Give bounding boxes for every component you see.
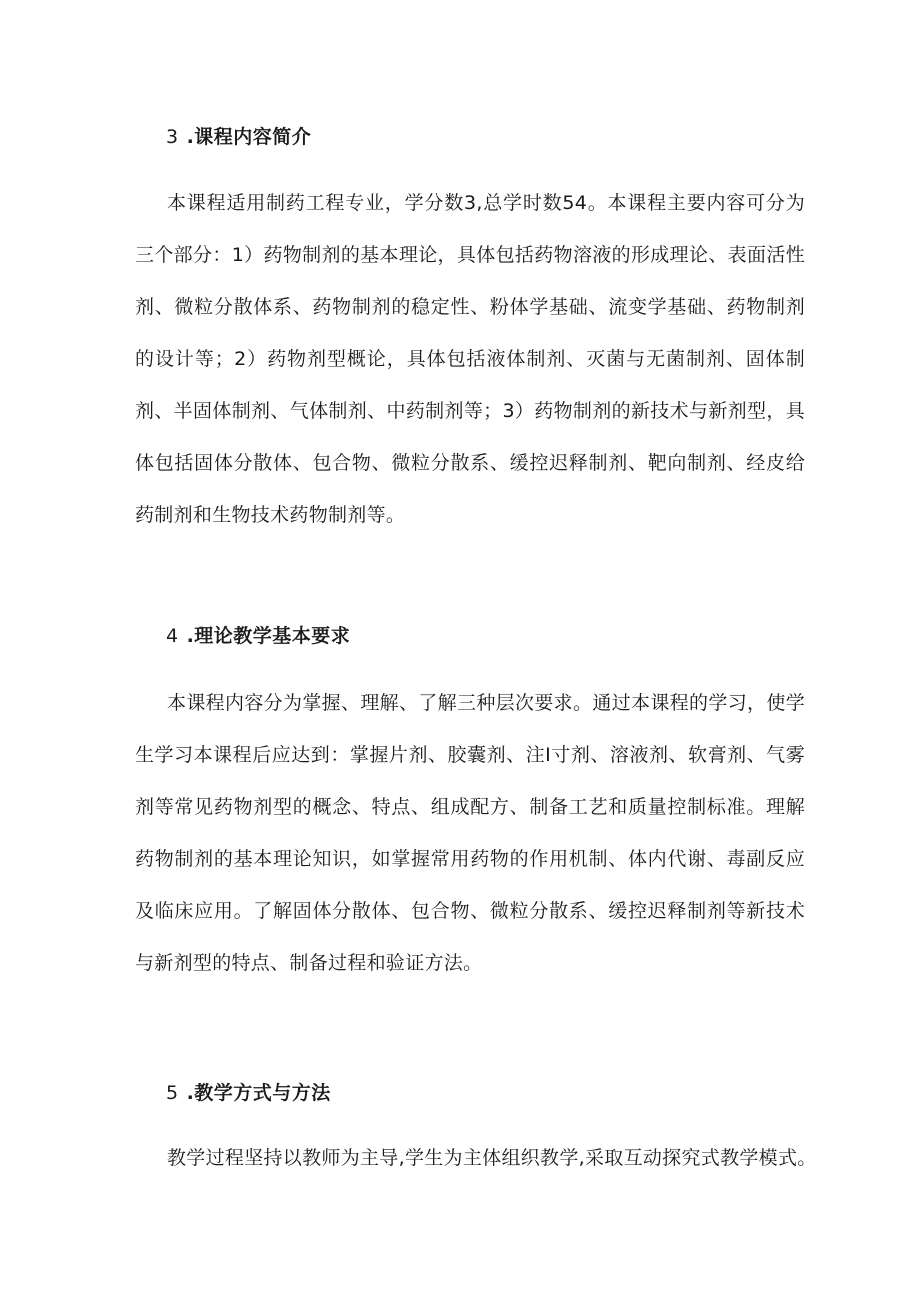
section-3-heading bbox=[166, 124, 311, 150]
section-5-number: 5 bbox=[166, 1082, 179, 1104]
section-3-number: 3 bbox=[166, 126, 179, 148]
section-5-title: .教学方式与方法 bbox=[186, 1082, 331, 1104]
section-3-title: .课程内容简介 bbox=[186, 126, 312, 148]
section-4-title: .理论教学基本要求 bbox=[186, 625, 351, 647]
section-3-body: 本课程适用制药工程专业，学分数3,总学时数54。本课程主要内容可分为三个部分：1）药物制剂的基本理论，具体包括药物溶液的形成理论、表面活性剂、微粒分散体系、药物制剂的稳定性、粉体学基础、流变学基础、药物制剂的设计等；2）药物剂型概论，具体包括液体制剂、灭菌与无菌制剂、固体制剂、半固体制剂、气体制剂、中药制剂等；3）药物制剂的新技术与新剂型，具体包括固体分散体、包合物、微粒分散系、缓控迟释制剂、靶向制剂、经皮给药制剂和生物技术药物制剂等。 bbox=[135, 192, 805, 526]
section-4-heading bbox=[166, 623, 350, 649]
section-4-body: 本课程内容分为掌握、理解、了解三种层次要求。通过本课程的学习，使学生学习本课程后应达到：掌握片剂、胶囊剂、注I寸剂、溶液剂、软膏剂、气雾剂等常见药物剂型的概念、特点、组成配方、制备工艺和质量控制标准。理解药物制剂的基本理论知识，如掌握常用药物的作用机制、体内代谢、毒副反应及临床应用。了解固体分散体、包合物、微粒分散系、缓控迟释制剂等新技术与新剂型的特点、制备过程和验证方法。 bbox=[135, 692, 805, 974]
section-4-number: 4 bbox=[166, 625, 179, 647]
section-5-body: 教学过程坚持以教师为主导,学生为主体组织教学,采取互动探究式教学模式。 bbox=[167, 1147, 817, 1169]
section-5-heading bbox=[166, 1080, 331, 1106]
